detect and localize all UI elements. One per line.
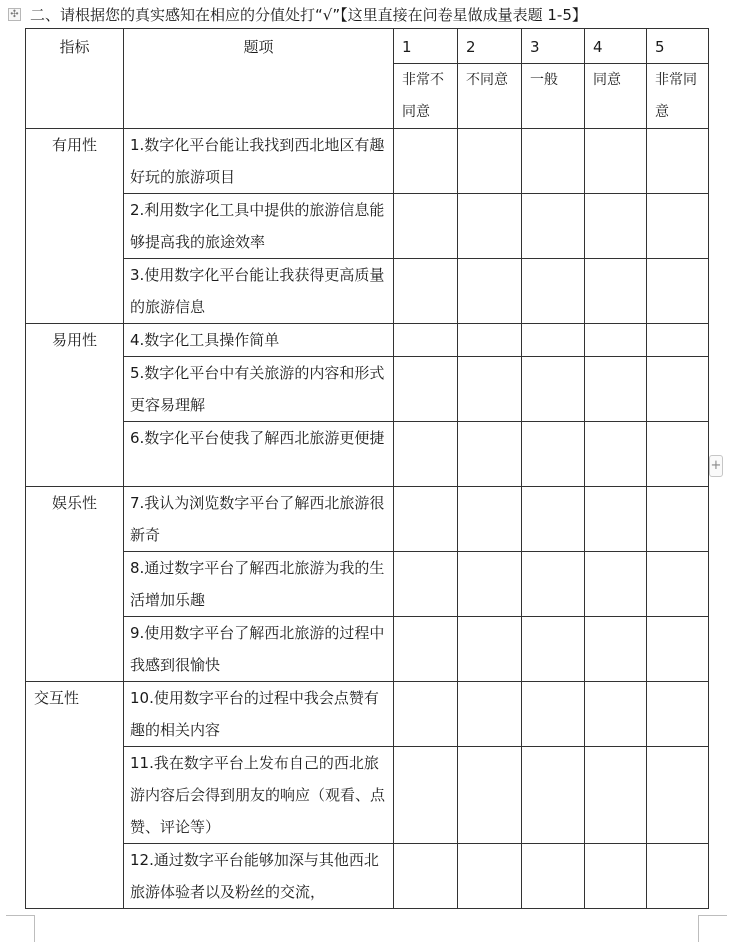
rating-cell[interactable] [458,194,522,259]
rating-cell[interactable] [394,422,458,487]
rating-cell[interactable] [585,194,647,259]
rating-cell[interactable] [522,194,585,259]
rating-cell[interactable] [522,617,585,682]
rating-cell[interactable] [394,844,458,909]
scale-number: 4 [585,29,647,64]
page-corner-mark [6,915,35,942]
rating-cell[interactable] [647,259,709,324]
rating-cell[interactable] [458,682,522,747]
rating-cell[interactable] [394,324,458,357]
rating-cell[interactable] [394,552,458,617]
rating-cell[interactable] [647,324,709,357]
rating-cell[interactable] [585,324,647,357]
rating-cell[interactable] [585,617,647,682]
rating-cell[interactable] [394,747,458,844]
rating-cell[interactable] [647,844,709,909]
scale-number: 2 [458,29,522,64]
question-cell: 1.数字化平台能让我找到西北地区有趣好玩的旅游项目 [124,129,394,194]
rating-cell[interactable] [394,617,458,682]
header-item: 题项 [124,29,394,129]
indicator-cell: 交互性 [26,682,124,909]
rating-cell[interactable] [522,259,585,324]
rating-cell[interactable] [394,357,458,422]
table-move-handle-icon[interactable]: ✣ [8,8,21,21]
question-cell: 5.数字化平台中有关旅游的内容和形式更容易理解 [124,357,394,422]
rating-cell[interactable] [647,617,709,682]
question-cell: 12.通过数字平台能够加深与其他西北旅游体验者以及粉丝的交流， [124,844,394,909]
rating-cell[interactable] [647,682,709,747]
scale-label: 一般 [522,64,585,129]
rating-cell[interactable] [522,747,585,844]
scale-label: 同意 [585,64,647,129]
indicator-cell: 易用性 [26,324,124,487]
rating-cell[interactable] [522,487,585,552]
scale-number: 3 [522,29,585,64]
rating-cell[interactable] [522,129,585,194]
rating-cell[interactable] [647,129,709,194]
question-cell: 2.利用数字化工具中提供的旅游信息能够提高我的旅途效率 [124,194,394,259]
rating-cell[interactable] [585,747,647,844]
rating-cell[interactable] [394,259,458,324]
indicator-cell: 娱乐性 [26,487,124,682]
rating-cell[interactable] [458,259,522,324]
question-cell: 3.使用数字化平台能让我获得更高质量的旅游信息 [124,259,394,324]
scale-label: 不同意 [458,64,522,129]
rating-cell[interactable] [585,129,647,194]
rating-cell[interactable] [522,682,585,747]
scale-number: 5 [647,29,709,64]
rating-cell[interactable] [585,844,647,909]
rating-cell[interactable] [522,422,585,487]
rating-cell[interactable] [394,682,458,747]
rating-cell[interactable] [585,552,647,617]
rating-cell[interactable] [522,844,585,909]
question-cell: 4.数字化工具操作简单 [124,324,394,357]
rating-cell[interactable] [647,194,709,259]
rating-cell[interactable] [458,487,522,552]
indicator-cell: 有用性 [26,129,124,324]
rating-cell[interactable] [522,552,585,617]
rating-cell[interactable] [458,422,522,487]
rating-cell[interactable] [458,552,522,617]
rating-cell[interactable] [458,357,522,422]
question-cell: 7.我认为浏览数字平台了解西北旅游很新奇 [124,487,394,552]
rating-cell[interactable] [458,844,522,909]
page-corner-mark [698,915,727,942]
rating-cell[interactable] [647,487,709,552]
rating-cell[interactable] [394,129,458,194]
question-cell: 6.数字化平台使我了解西北旅游更便捷 [124,422,394,487]
question-cell: 11.我在数字平台上发布自己的西北旅游内容后会得到朋友的响应（观看、点赞、评论等） [124,747,394,844]
section-heading: 二、请根据您的真实感知在相应的分值处打“√”【这里直接在问卷星做成量表题 1-5】 [30,6,587,24]
rating-cell[interactable] [458,129,522,194]
rating-cell[interactable] [458,617,522,682]
scale-label: 非常不同意 [394,64,458,129]
rating-cell[interactable] [647,357,709,422]
scale-number: 1 [394,29,458,64]
rating-cell[interactable] [458,747,522,844]
rating-cell[interactable] [394,487,458,552]
rating-cell[interactable] [585,487,647,552]
rating-cell[interactable] [522,324,585,357]
rating-cell[interactable] [458,324,522,357]
scale-label: 非常同意 [647,64,709,129]
survey-table [25,28,709,909]
question-cell: 10.使用数字平台的过程中我会点赞有趣的相关内容 [124,682,394,747]
rating-cell[interactable] [394,194,458,259]
rating-cell[interactable] [585,422,647,487]
rating-cell[interactable] [585,259,647,324]
rating-cell[interactable] [647,552,709,617]
question-cell: 9.使用数字平台了解西北旅游的过程中我感到很愉快 [124,617,394,682]
header-indicator: 指标 [26,29,124,129]
rating-cell[interactable] [585,682,647,747]
rating-cell[interactable] [585,357,647,422]
question-cell: 8.通过数字平台了解西北旅游为我的生活增加乐趣 [124,552,394,617]
rating-cell[interactable] [647,747,709,844]
rating-cell[interactable] [647,422,709,487]
add-column-icon[interactable]: + [709,455,723,477]
rating-cell[interactable] [522,357,585,422]
